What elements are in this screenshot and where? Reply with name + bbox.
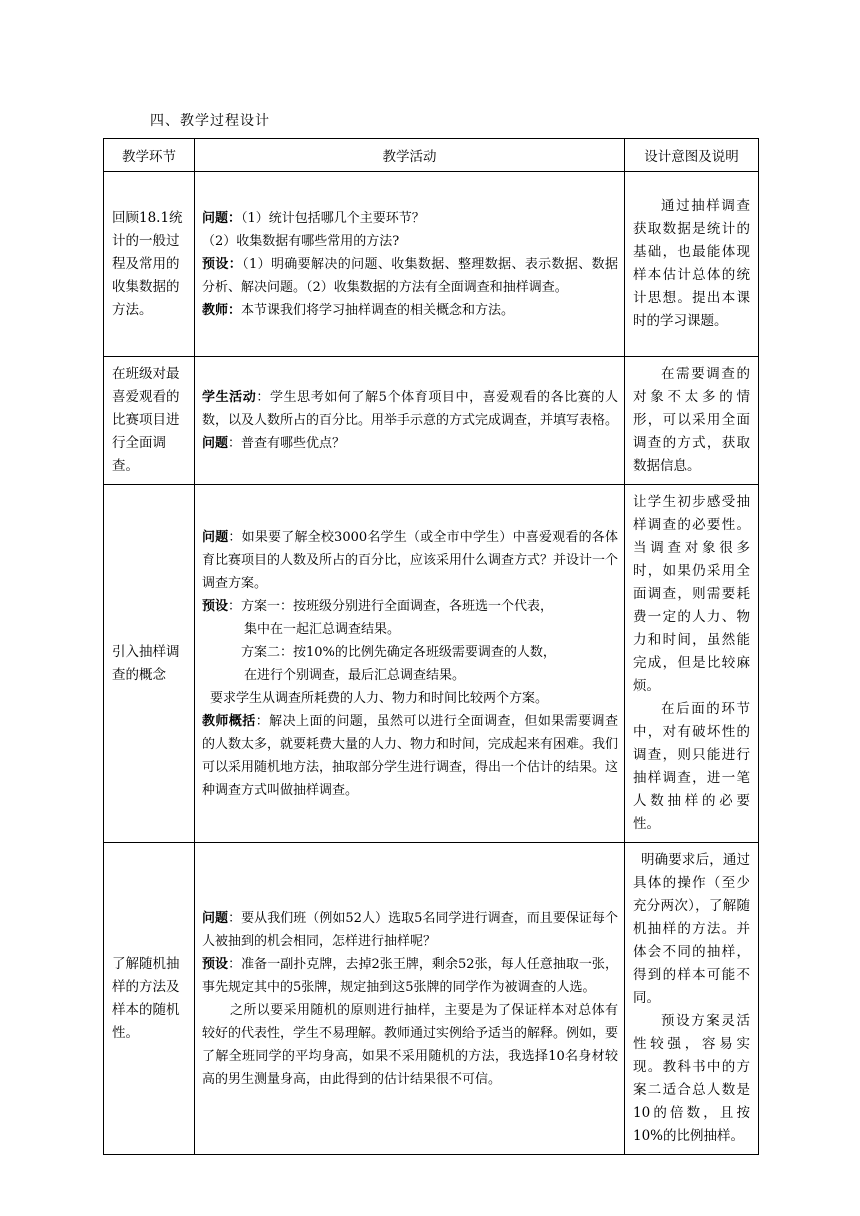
intent-cell	[625, 357, 759, 485]
intent-text: 让学生初步感受抽样调查的必要性。当调查对象很多时，如果仍采用全面调查，则需要耗费一定的人力、物力和时间，虽然能完成，但是比较麻烦。	[633, 494, 750, 694]
section-heading: 四、教学过程设计	[150, 113, 270, 129]
preset-text: 预设：（1）明确要解决的问题、收集数据、整理数据、表示数据、数据分析、解决问题。（2）收集数据的方法有全面调查和抽样调查。	[202, 256, 618, 295]
intent-cell	[625, 485, 759, 843]
teaching-process-table	[103, 138, 759, 1155]
activity-cell	[195, 357, 625, 485]
activity-cell	[195, 485, 625, 843]
intent-text: 通过抽样调查获取数据是统计的基础，也最能体现样本估计总体的统计思想。提出本课时的学习课题。	[633, 198, 750, 329]
activity-cell	[195, 843, 625, 1155]
requirement-text: 要求学生从调查所耗费的人力、物力和时间比较两个方案。	[210, 690, 549, 706]
question-text: 问题：要从我们班（例如52人）选取5名同学进行调查，而且要保证每个人被抽到的机会相同，怎样进行抽样呢？	[202, 910, 618, 949]
preset-plan-2: 方案二：按10%的比例先确定各班级需要调查的人数，	[241, 644, 556, 660]
intent-cell	[625, 172, 759, 357]
question-line: 问题：（1）统计包括哪几个主要环节？	[202, 210, 425, 226]
question-line-2: （2）收集数据有哪些常用的方法?	[202, 233, 400, 249]
preset-plan-2-cont: 在进行个别调查，最后汇总调查结果。	[244, 667, 466, 683]
student-activity-text: 学生活动：学生思考如何了解5个体育项目中，喜爱观看的各比赛的人数，以及人数所占的百分比。用举手示意的方式完成调查，并填写表格。	[202, 390, 619, 428]
intent-cell	[625, 843, 759, 1155]
teacher-summary-text: 教师概括：解决上面的问题，虽然可以进行全面调查，但如果需要调查的人数太多，就要耗费大量的人力、物力和时间，完成起来有困难。我们可以采用随机地方法，抽取部分学生进行调查，得出一个估计的结果。这种调查方式叫做抽样调查。	[202, 713, 619, 798]
table-row	[104, 172, 759, 357]
teacher-text: 教师：本节课我们将学习抽样调查的相关概念和方法。	[202, 302, 515, 318]
intent-text-2: 预设方案灵活性较强，容易实现。教科书中的方案二适合总人数是10的倍数，且按10%的比例抽样。	[633, 1013, 750, 1144]
header-activity: 教学活动	[195, 139, 625, 172]
table-row	[104, 843, 759, 1155]
table-header-row	[104, 139, 759, 172]
preset-plan-1-cont: 集中在一起汇总调查结果。	[244, 621, 401, 637]
preset-plan-1: 预设：方案一：按班级分别进行全面调查，各班选一个代表，	[202, 598, 554, 614]
explanation-text: 之所以要采用随机的原则进行抽样，主要是为了保证样本对总体有较好的代表性，学生不易理解。教师通过实例给予适当的解释。例如，要了解全班同学的平均身高，如果不采用随机的方法，我选择10名身材较高的男生测量身高，由此得到的估计结果很不可信。	[202, 1002, 619, 1087]
stage-cell: 了解随机抽样的方法及样本的随机性。	[104, 843, 195, 1155]
intent-text: 在需要调查的对象不太多的情形，可以采用全面调查的方式，获取数据信息。	[633, 366, 750, 474]
intent-text: 明确要求后，通过具体的操作（至少充分两次），了解随机抽样的方法。并体会不同的抽样，得到的样本可能不同。	[633, 852, 750, 1006]
stage-cell: 在班级对最喜爱观看的比赛项目进行全面调查。	[104, 357, 195, 485]
intent-text-2: 在后面的环节中，对有破坏性的调查，则只能进行抽样调查，进一笔人数抽样的必要性。	[633, 701, 750, 832]
stage-cell: 引入抽样调查的概念	[104, 485, 195, 843]
stage-cell: 回顾18.1统计的一般过程及常用的收集数据的方法。	[104, 172, 195, 357]
header-stage: 教学环节	[104, 139, 195, 172]
activity-cell	[195, 172, 625, 357]
table-row	[104, 357, 759, 485]
table-row	[104, 485, 759, 843]
header-intent: 设计意图及说明	[625, 139, 759, 172]
question-text: 问题：普查有哪些优点？	[202, 436, 346, 451]
question-text: 问题：如果要了解全校3000名学生（或全市中学生）中喜爱观看的各体育比赛项目的人数及所占的百分比，应该采用什么调查方式？并设计一个调查方案。	[202, 529, 619, 591]
preset-text: 预设：准备一副扑克牌，去掉2张王牌，剩余52张，每人任意抽取一张，事先规定其中的5张牌，规定抽到这5张牌的同学作为被调查的人选。	[202, 956, 618, 995]
